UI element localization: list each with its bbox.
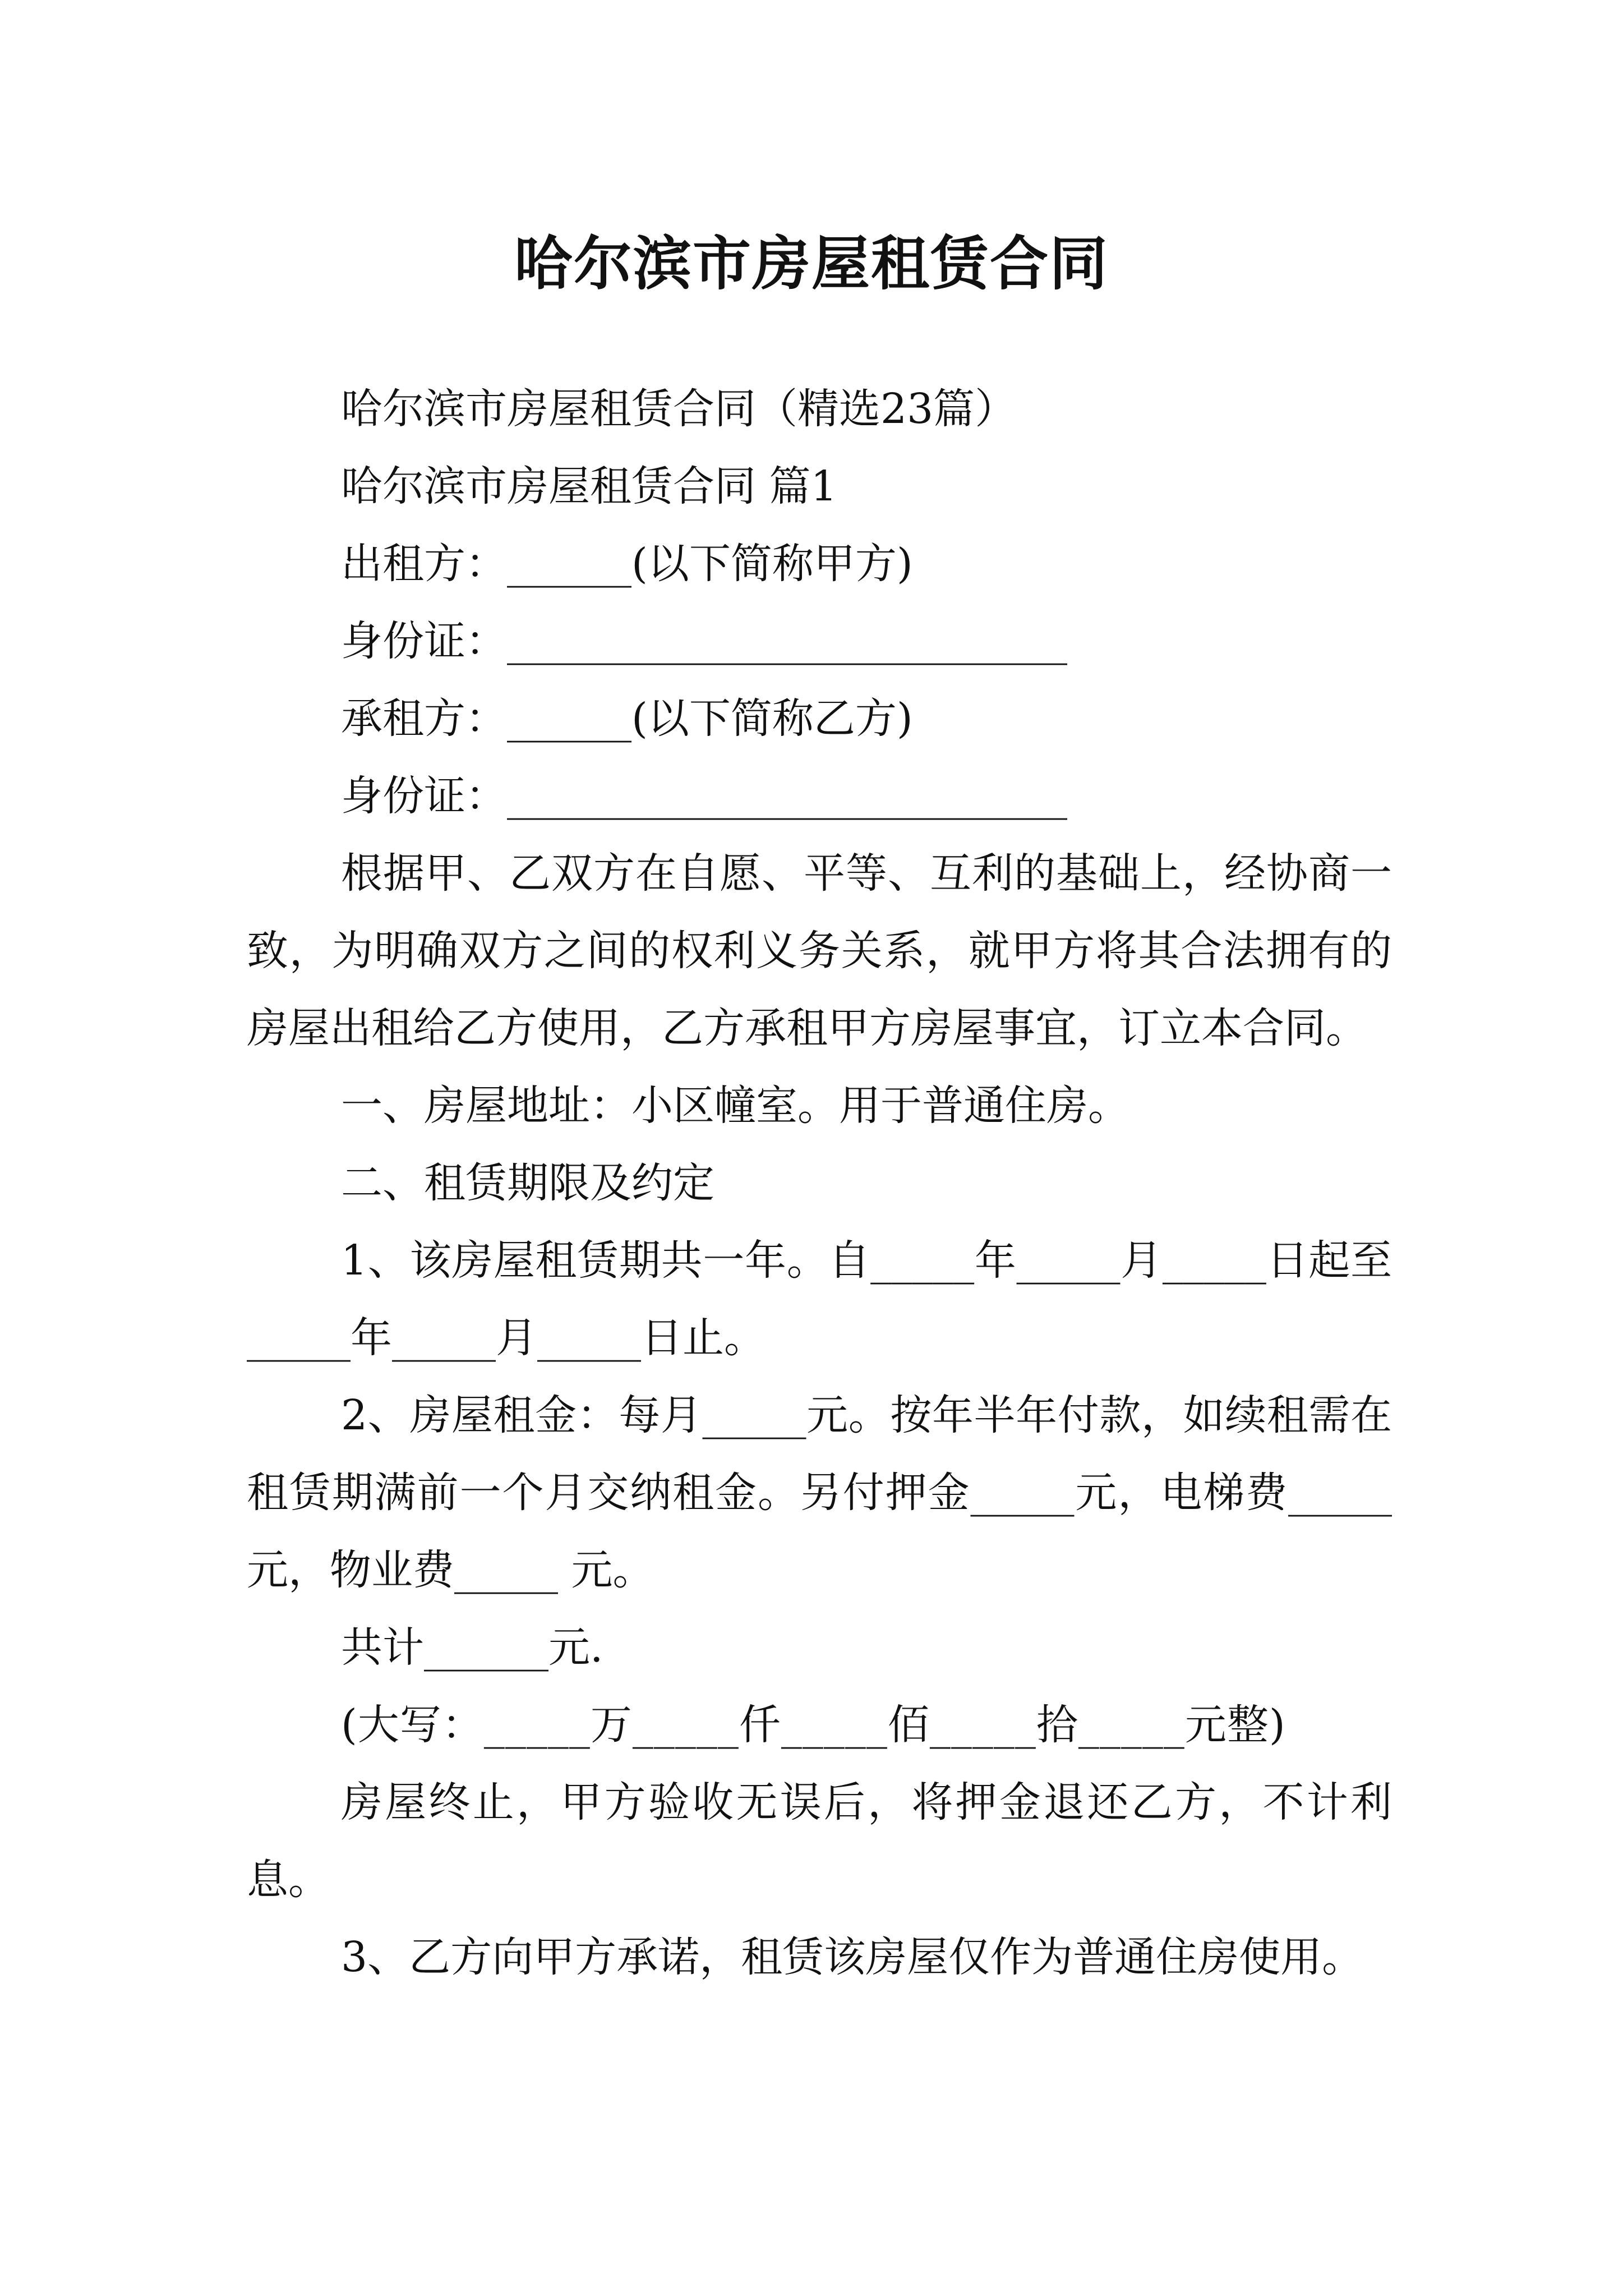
clause-total-uppercase: (大写：_____万_____仟_____佰_____拾_____元整) [341, 1701, 1286, 1749]
section-heading: 哈尔滨市房屋租赁合同 篇1 [341, 462, 837, 510]
clause-usage-promise: 3、乙方向甲方承诺，租赁该房屋仅作为普通住房使用。 [341, 1933, 1364, 1981]
document-body [247, 370, 1392, 1996]
clause-rent: 2、房屋租金：每月_____元。按年半年付款，如续租需在租赁期满前一个月交纳租金。另付押金_____元，电梯费_____元，物业费_____ 元。 [247, 1391, 1392, 1594]
clause-house-address: 一、房屋地址：小区幢室。用于普通住房。 [341, 1082, 1129, 1130]
document-title: 哈尔滨市房屋租赁合同 [514, 228, 1109, 298]
lessor-id-line: 身份证：___________________________ [341, 617, 1067, 665]
preamble-paragraph: 根据甲、乙双方在自愿、平等、互利的基础上，经协商一致，为明确双方之间的权利义务关系，就甲方将其合法拥有的房屋出租给乙方使用，乙方承租甲方房屋事宜，订立本合同。 [247, 849, 1392, 1052]
clause-term-period: 1、该房屋租赁期共一年。自_____年_____月_____日起至_____年_____月_____日止。 [247, 1236, 1392, 1362]
lessor-line: 出租方：______(以下简称甲方) [341, 540, 913, 588]
clause-deposit-refund: 房屋终止，甲方验收无误后，将押金退还乙方，不计利息。 [247, 1778, 1392, 1904]
lessee-id-line: 身份证：___________________________ [341, 772, 1067, 820]
collection-heading: 哈尔滨市房屋租赁合同（精选23篇） [341, 385, 1017, 433]
lessee-line: 承租方：______(以下简称乙方) [341, 694, 913, 743]
clause-total: 共计______元. [341, 1623, 603, 1672]
clause-term-heading: 二、租赁期限及约定 [341, 1159, 714, 1207]
